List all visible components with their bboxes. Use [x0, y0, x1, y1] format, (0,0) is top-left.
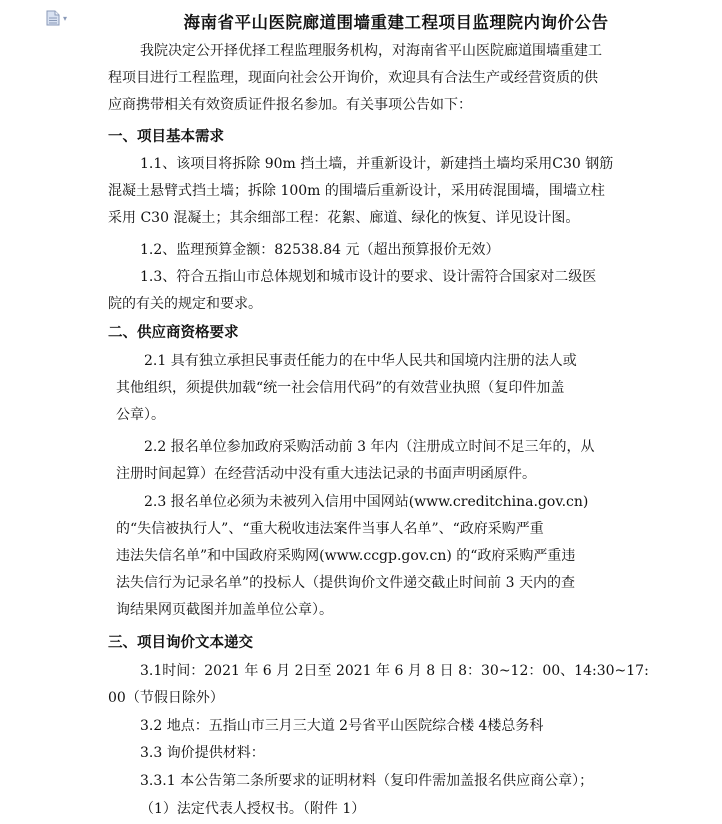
intro-paragraph-cont: 程项目进行工程监理，现面向社会公开询价，欢迎具有合法生产或经营资质的供 应商携带相关有效资质证件报名参加。有关事项公告如下： [108, 70, 598, 113]
page-title: 海南省平山医院廊道围墙重建工程项目监理院内询价公告 [183, 13, 609, 32]
paragraph-1-1-cont: 混凝土悬臂式挡土墙；拆除 100m 的围墙后重新设计，采用砖混围墙，围墙立柱 采用 C30 混凝土；其余细部工程：花絮、廊道、绿化的恢复、详见设计图。 [108, 183, 605, 226]
paragraph-2-3: 2.3 报名单位必须为未被列入信用中国网站(www.creditchina.gov.cn) [144, 494, 589, 510]
paragraph-1-1: 1.1、该项目将拆除 90m 挡土墙，并重新设计，新建挡土墙均采用C30 钢筋 [140, 156, 614, 172]
paragraph-2-1-cont: 其他组织，须提供加载“统一社会信用代码”的有效营业执照（复印件加盖 公章）。 [116, 380, 565, 423]
section-heading-3: 三、项目询价文本递交 [108, 635, 253, 651]
section-heading-2: 二、供应商资格要求 [108, 325, 239, 341]
paragraph-2-2-cont: 注册时间起算）在经营活动中没有重大违法记录的书面声明函原件。 [116, 466, 536, 482]
paragraph-2-2: 2.2 报名单位参加政府采购活动前 3 年内（注册成立时间不足三年的，从 [144, 439, 595, 455]
paragraph-3-3-1-item-1: （1）法定代表人授权书。（附件 1） [140, 801, 366, 817]
paragraph-3-2: 3.2 地点：五指山市三月三大道 2号省平山医院综合楼 4楼总务科 [140, 718, 544, 734]
paragraph-3-3: 3.3 询价提供材料： [140, 745, 265, 761]
paragraph-3-3-1: 3.3.1 本公告第二条所要求的证明材料（复印件需加盖报名供应商公章）； [140, 773, 594, 789]
paragraph-1-2: 1.2、监理预算金额：82538.84 元（超出预算报价无效） [140, 242, 500, 258]
chevron-down-icon: ▾ [63, 13, 68, 23]
paragraph-3-1-cont: 00（节假日除外） [108, 690, 224, 706]
paragraph-1-3: 1.3、符合五指山市总体规划和城市设计的要求、设计需符合国家对二级医 [140, 269, 597, 285]
paragraph-2-1: 2.1 具有独立承担民事责任能力的在中华人民共和国境内注册的法人或 [144, 353, 577, 369]
section-heading-1: 一、项目基本需求 [108, 129, 224, 145]
intro-paragraph: 我院决定公开择优择工程监理服务机构，对海南省平山医院廊道围墙重建工 [140, 43, 602, 59]
paragraph-3-1: 3.1时间：2021 年 6 月 2日至 2021 年 6 月 8 日 8：30~12：00、14:30~17: [140, 663, 649, 679]
paragraph-1-3-cont: 院的有关的规定和要求。 [108, 296, 262, 312]
paragraph-2-3-cont: 的“失信被执行人”、“重大税收违法案件当事人名单”、“政府采购严重 违法失信名单”和中国政府采购网(www.ccgp.gov.cn) 的“政府采购严重违 法失信行为记录名单”的投标人（提供询价文件递交截止时间前 3 天内的查 询结果网页截图并加盖单位公章）。 [116, 521, 576, 618]
